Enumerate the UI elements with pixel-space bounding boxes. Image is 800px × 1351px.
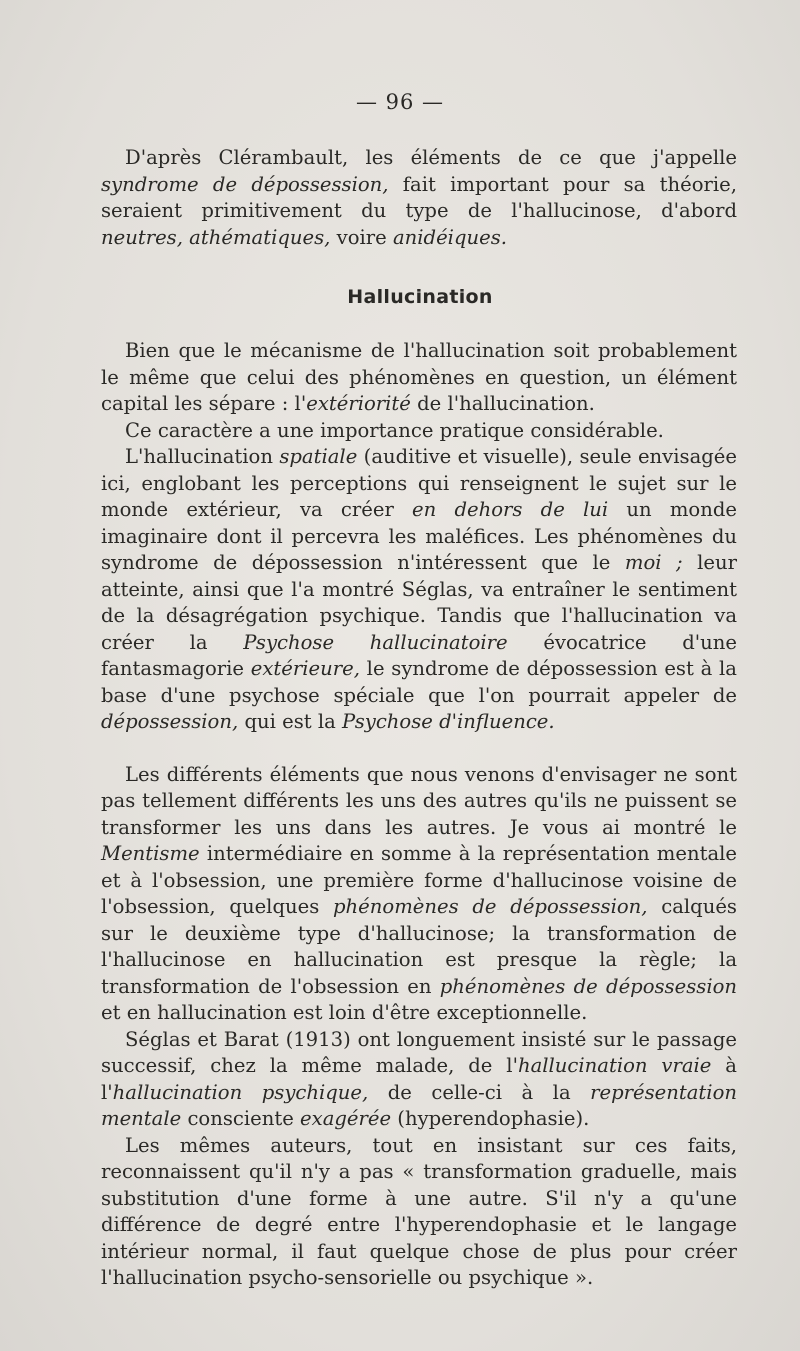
paragraph-1 bbox=[101, 338, 737, 418]
text-run: Les mêmes auteurs, tout en insistant sur ces faits, reconnaissent qu'il n'y a pas « transformation graduelle, mais substitution d'une forme à une autre. S'il n'y a qu'une différence de degré entre l'hyperendophasie et le langage intérieur normal, il faut quelque chose de plus pour créer l'hallucination psycho-sensorielle ou psychique ». bbox=[101, 1133, 737, 1289]
italic-run: Psychose hallucinatoire bbox=[243, 630, 508, 654]
text-run: de l'hallucination. bbox=[410, 392, 595, 415]
paragraph-5 bbox=[101, 1027, 737, 1133]
text-run: D'après Clérambault, les éléments de ce que j'appelle bbox=[125, 146, 737, 169]
text-run: qui est la bbox=[238, 710, 343, 733]
paragraph-3 bbox=[101, 444, 737, 736]
text-run: L'hallucination bbox=[125, 445, 280, 468]
italic-run: hallucination vraie bbox=[517, 1054, 712, 1077]
italic-run: extérieure, bbox=[250, 657, 360, 680]
paragraph-2 bbox=[101, 418, 737, 445]
italic-run: représentation mentale bbox=[101, 1080, 737, 1130]
text-run: (hyperendophasie). bbox=[391, 1107, 590, 1130]
text-run: fait important pour sa théorie, seraient primitivement du type de l'hallucinose, d'abord bbox=[101, 172, 737, 222]
text-run: leur atteinte, ainsi que l'a montré Séglas, va entraîner le sentiment de la désagrégation psychique. Tandis que l'hallucination va créer la bbox=[101, 551, 737, 654]
paragraph-6 bbox=[101, 1133, 737, 1292]
italic-run: phénomènes de dépossession bbox=[439, 974, 737, 998]
paragraph-4 bbox=[101, 762, 737, 1027]
italic-run: spatiale bbox=[279, 445, 358, 468]
section-heading: Hallucination bbox=[347, 286, 493, 308]
italic-run: phénomènes de dépossession, bbox=[333, 895, 648, 918]
text-run: consciente bbox=[181, 1107, 301, 1130]
italic-run: hallucination psychique, bbox=[112, 1080, 369, 1104]
text-run: (auditive et visuelle), seule envisagée ici, englobant les perceptions qui renseignent le sujet sur le monde extérieur, va créer bbox=[101, 445, 737, 521]
italic-run: Mentisme bbox=[101, 842, 200, 865]
text-run: Séglas et Barat (1913) ont longuement insisté sur le passage successif, chez la même malade, de l' bbox=[101, 1027, 737, 1077]
text-run: évocatrice d'une fantasmagorie bbox=[101, 630, 737, 680]
text-run: Les différents éléments que nous venons d'envisager ne sont pas tellement différents les uns des autres qu'ils ne puissent se transformer les uns dans les autres. Je vous ai montré le bbox=[101, 762, 737, 839]
text-run: de celle-ci à la bbox=[368, 1080, 591, 1104]
body-block bbox=[101, 338, 737, 1292]
text-run: à l' bbox=[101, 1054, 737, 1104]
italic-run: exagérée bbox=[300, 1107, 392, 1130]
page-number: — 96 — bbox=[355, 90, 445, 114]
italic-run: moi ; bbox=[624, 551, 683, 574]
text-run: le syndrome de dépossession est à la base d'une psychose spéciale que l'on pourrait appeler de bbox=[101, 657, 737, 707]
intro-paragraph bbox=[101, 145, 737, 251]
italic-run: dépossession, bbox=[101, 710, 239, 733]
italic-run: extériorité bbox=[306, 392, 411, 415]
italic-run: en dehors de lui bbox=[412, 498, 609, 521]
text-run: voire bbox=[330, 225, 393, 249]
text-run: un monde imaginaire dont il percevra les maléfices. Les phénomènes du syndrome de dépossession n'intéressent que le bbox=[101, 498, 737, 574]
text-run: calqués sur le deuxième type d'hallucinose; la transformation de l'hallucinose en hallucination est presque la règle; la transformation de l'obsession en bbox=[101, 895, 737, 998]
italic-run: anidéiques. bbox=[392, 225, 507, 249]
intro-block bbox=[101, 145, 737, 251]
text-run: intermédiaire en somme à la représentation mentale et à l'obsession, une première forme d'hallucinose voisine de l'obsession, quelques bbox=[101, 842, 737, 918]
italic-run: syndrome de dépossession, bbox=[101, 172, 389, 196]
text-run: et en hallucination est loin d'être exceptionnelle. bbox=[101, 1001, 588, 1024]
italic-run: neutres, athématiques, bbox=[101, 225, 331, 249]
italic-run: Psychose d'influence. bbox=[342, 710, 555, 733]
text-run: Ce caractère a une importance pratique considérable. bbox=[125, 418, 664, 442]
text-run: Bien que le mécanisme de l'hallucination soit probablement le même que celui des phénomènes en question, un élément capital les sépare : l' bbox=[101, 339, 737, 415]
